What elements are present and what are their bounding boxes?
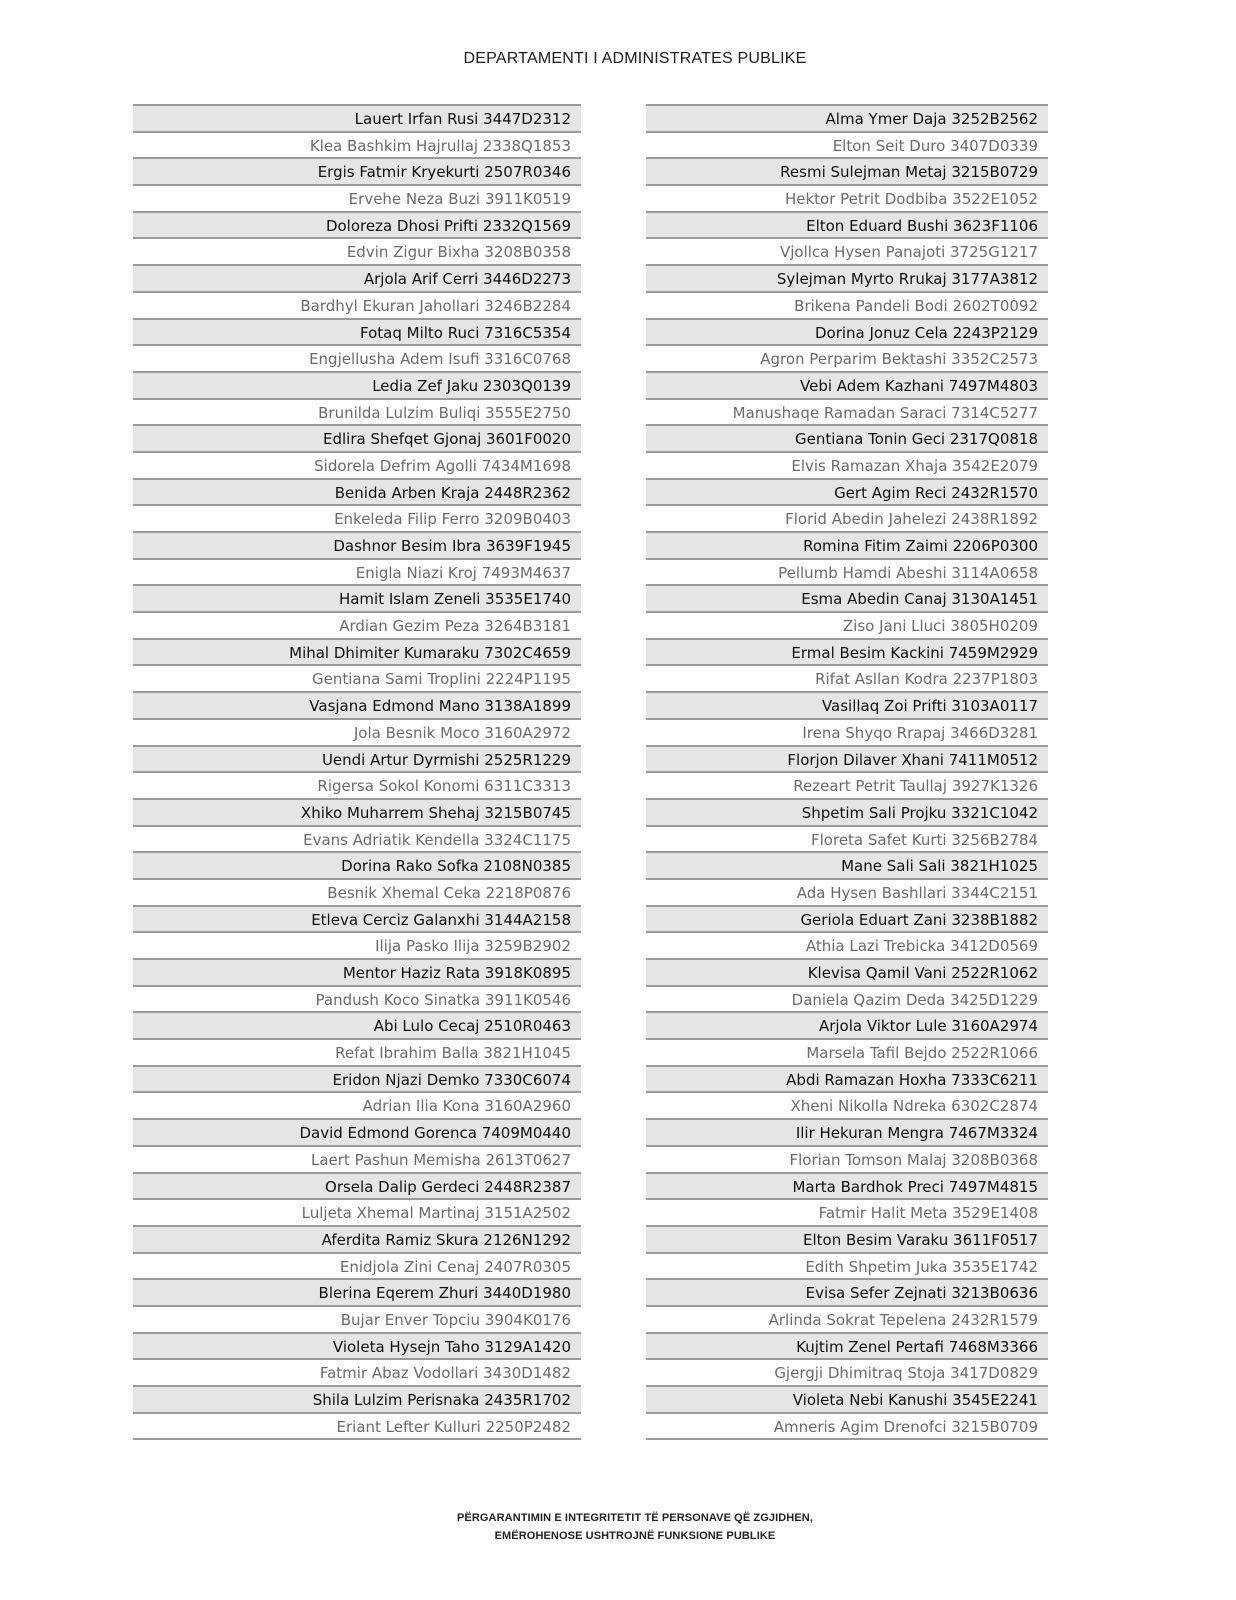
list-item: Ermal Besim Kackini 7459M2929 [646,638,1048,665]
list-item: Alma Ymer Daja 3252B2562 [646,104,1048,131]
list-item: Kujtim Zenel Pertafi 7468M3366 [646,1332,1048,1359]
list-item: Mentor Haziz Rata 3918K0895 [133,958,581,985]
list-item: Pandush Koco Sinatka 3911K0546 [133,985,581,1012]
list-item: Marta Bardhok Preci 7497M4815 [646,1172,1048,1199]
list-item: Arlinda Sokrat Tepelena 2432R1579 [646,1305,1048,1332]
list-item: David Edmond Gorenca 7409M0440 [133,1118,581,1145]
list-item: Rezeart Petrit Taullaj 3927K1326 [646,771,1048,798]
list-item: Sidorela Defrim Agolli 7434M1698 [133,451,581,478]
list-item: Elton Eduard Bushi 3623F1106 [646,211,1048,238]
list-item: Hektor Petrit Dodbiba 3522E1052 [646,184,1048,211]
list-item: Rigersa Sokol Konomi 6311C3313 [133,771,581,798]
list-item: Arjola Arif Cerri 3446D2273 [133,264,581,291]
list-item: Xheni Nikolla Ndreka 6302C2874 [646,1091,1048,1118]
list-item: Violeta Hysejn Taho 3129A1420 [133,1332,581,1359]
list-item: Doloreza Dhosi Prifti 2332Q1569 [133,211,581,238]
list-item: Fatmir Abaz Vodollari 3430D1482 [133,1358,581,1385]
list-item: Brunilda Lulzim Buliqi 3555E2750 [133,398,581,425]
list-item: Ledia Zef Jaku 2303Q0139 [133,371,581,398]
list-item: Shpetim Sali Projku 3321C1042 [646,798,1048,825]
list-item: Edvin Zigur Bixha 3208B0358 [133,237,581,264]
list-item: Romina Fitim Zaimi 2206P0300 [646,531,1048,558]
list-item: Abi Lulo Cecaj 2510R0463 [133,1011,581,1038]
list-item: Elton Seit Duro 3407D0339 [646,131,1048,158]
list-item: Daniela Qazim Deda 3425D1229 [646,985,1048,1012]
list-item: Elvis Ramazan Xhaja 3542E2079 [646,451,1048,478]
list-item: Engjellusha Adem Isufi 3316C0768 [133,344,581,371]
list-item: Elton Besim Varaku 3611F0517 [646,1225,1048,1252]
list-item: Shila Lulzim Perisnaka 2435R1702 [133,1385,581,1412]
list-item: Etleva Cerciz Galanxhi 3144A2158 [133,905,581,932]
right-name-column [646,104,1048,1440]
list-item: Klevisa Qamil Vani 2522R1062 [646,958,1048,985]
list-item: Florian Tomson Malaj 3208B0368 [646,1145,1048,1172]
list-item: Laert Pashun Memisha 2613T0627 [133,1145,581,1172]
list-item: Amneris Agim Drenofci 3215B0709 [646,1412,1048,1439]
list-item: Eriant Lefter Kulluri 2250P2482 [133,1412,581,1439]
list-item: Fatmir Halit Meta 3529E1408 [646,1198,1048,1225]
page-title: DEPARTAMENTI I ADMINISTRATES PUBLIKE [463,50,807,67]
list-item: Mane Sali Sali 3821H1025 [646,851,1048,878]
list-item: Edith Shpetim Juka 3535E1742 [646,1252,1048,1279]
list-item: Benida Arben Kraja 2448R2362 [133,478,581,505]
list-item: Blerina Eqerem Zhuri 3440D1980 [133,1278,581,1305]
list-item: Uendi Artur Dyrmishi 2525R1229 [133,745,581,772]
list-item: Aferdita Ramiz Skura 2126N1292 [133,1225,581,1252]
list-item: Floreta Safet Kurti 3256B2784 [646,825,1048,852]
list-item: Bardhyl Ekuran Jahollari 3246B2284 [133,291,581,318]
list-item: Vebi Adem Kazhani 7497M4803 [646,371,1048,398]
list-item: Dorina Rako Sofka 2108N0385 [133,851,581,878]
list-item: Eridon Njazi Demko 7330C6074 [133,1065,581,1092]
list-item: Vjollca Hysen Panajoti 3725G1217 [646,237,1048,264]
footer-line-2: EMËROHENOSE USHTROJNË FUNKSIONE PUBLIKE [494,1530,776,1542]
list-item: Marsela Tafil Bejdo 2522R1066 [646,1038,1048,1065]
list-item: Florjon Dilaver Xhani 7411M0512 [646,745,1048,772]
list-item: Jola Besnik Moco 3160A2972 [133,718,581,745]
list-item: Hamit Islam Zeneli 3535E1740 [133,584,581,611]
list-item: Ada Hysen Bashllari 3344C2151 [646,878,1048,905]
list-item: Enigla Niazi Kroj 7493M4637 [133,558,581,585]
list-item: Dorina Jonuz Cela 2243P2129 [646,318,1048,345]
list-item: Arjola Viktor Lule 3160A2974 [646,1011,1048,1038]
list-item: Manushaqe Ramadan Saraci 7314C5277 [646,398,1048,425]
list-item: Edlira Shefqet Gjonaj 3601F0020 [133,424,581,451]
list-item: Bujar Enver Topciu 3904K0176 [133,1305,581,1332]
list-item: Luljeta Xhemal Martinaj 3151A2502 [133,1198,581,1225]
list-item: Rifat Asllan Kodra 2237P1803 [646,664,1048,691]
list-item: Klea Bashkim Hajrullaj 2338Q1853 [133,131,581,158]
list-item: Besnik Xhemal Ceka 2218P0876 [133,878,581,905]
list-item: Brikena Pandeli Bodi 2602T0092 [646,291,1048,318]
list-item: Irena Shyqo Rrapaj 3466D3281 [646,718,1048,745]
list-item: Gjergji Dhimitraq Stoja 3417D0829 [646,1358,1048,1385]
list-item: Athia Lazi Trebicka 3412D0569 [646,931,1048,958]
list-item: Gentiana Tonin Geci 2317Q0818 [646,424,1048,451]
list-item: Adrian Ilia Kona 3160A2960 [133,1091,581,1118]
footer-line-1: PËRGARANTIMIN E INTEGRITETIT TË PERSONAVE QË ZGJIDHEN, [456,1512,813,1524]
list-item: Mihal Dhimiter Kumaraku 7302C4659 [133,638,581,665]
list-item: Lauert Irfan Rusi 3447D2312 [133,104,581,131]
list-item: Ilir Hekuran Mengra 7467M3324 [646,1118,1048,1145]
list-item: Enidjola Zini Cenaj 2407R0305 [133,1252,581,1279]
list-item: Resmi Sulejman Metaj 3215B0729 [646,157,1048,184]
list-item: Agron Perparim Bektashi 3352C2573 [646,344,1048,371]
list-item: Florid Abedin Jahelezi 2438R1892 [646,504,1048,531]
list-item: Gentiana Sami Troplini 2224P1195 [133,664,581,691]
list-item: Ilija Pasko Ilija 3259B2902 [133,931,581,958]
list-item: Vasjana Edmond Mano 3138A1899 [133,691,581,718]
list-item: Ergis Fatmir Kryekurti 2507R0346 [133,157,581,184]
list-item: Sylejman Myrto Rrukaj 3177A3812 [646,264,1048,291]
list-item: Dashnor Besim Ibra 3639F1945 [133,531,581,558]
list-item: Geriola Eduart Zani 3238B1882 [646,905,1048,932]
list-item: Ervehe Neza Buzi 3911K0519 [133,184,581,211]
list-item: Ardian Gezim Peza 3264B3181 [133,611,581,638]
list-item: Xhiko Muharrem Shehaj 3215B0745 [133,798,581,825]
list-item: Pellumb Hamdi Abeshi 3114A0658 [646,558,1048,585]
list-item: Gert Agim Reci 2432R1570 [646,478,1048,505]
left-name-column [133,104,581,1440]
list-item: Abdi Ramazan Hoxha 7333C6211 [646,1065,1048,1092]
list-item: Ziso Jani Lluci 3805H0209 [646,611,1048,638]
list-item: Refat Ibrahim Balla 3821H1045 [133,1038,581,1065]
list-item: Fotaq Milto Ruci 7316C5354 [133,318,581,345]
list-item: Esma Abedin Canaj 3130A1451 [646,584,1048,611]
list-item: Enkeleda Filip Ferro 3209B0403 [133,504,581,531]
list-item: Violeta Nebi Kanushi 3545E2241 [646,1385,1048,1412]
list-item: Orsela Dalip Gerdeci 2448R2387 [133,1172,581,1199]
list-item: Evisa Sefer Zejnati 3213B0636 [646,1278,1048,1305]
list-item: Vasillaq Zoi Prifti 3103A0117 [646,691,1048,718]
list-item: Evans Adriatik Kendella 3324C1175 [133,825,581,852]
